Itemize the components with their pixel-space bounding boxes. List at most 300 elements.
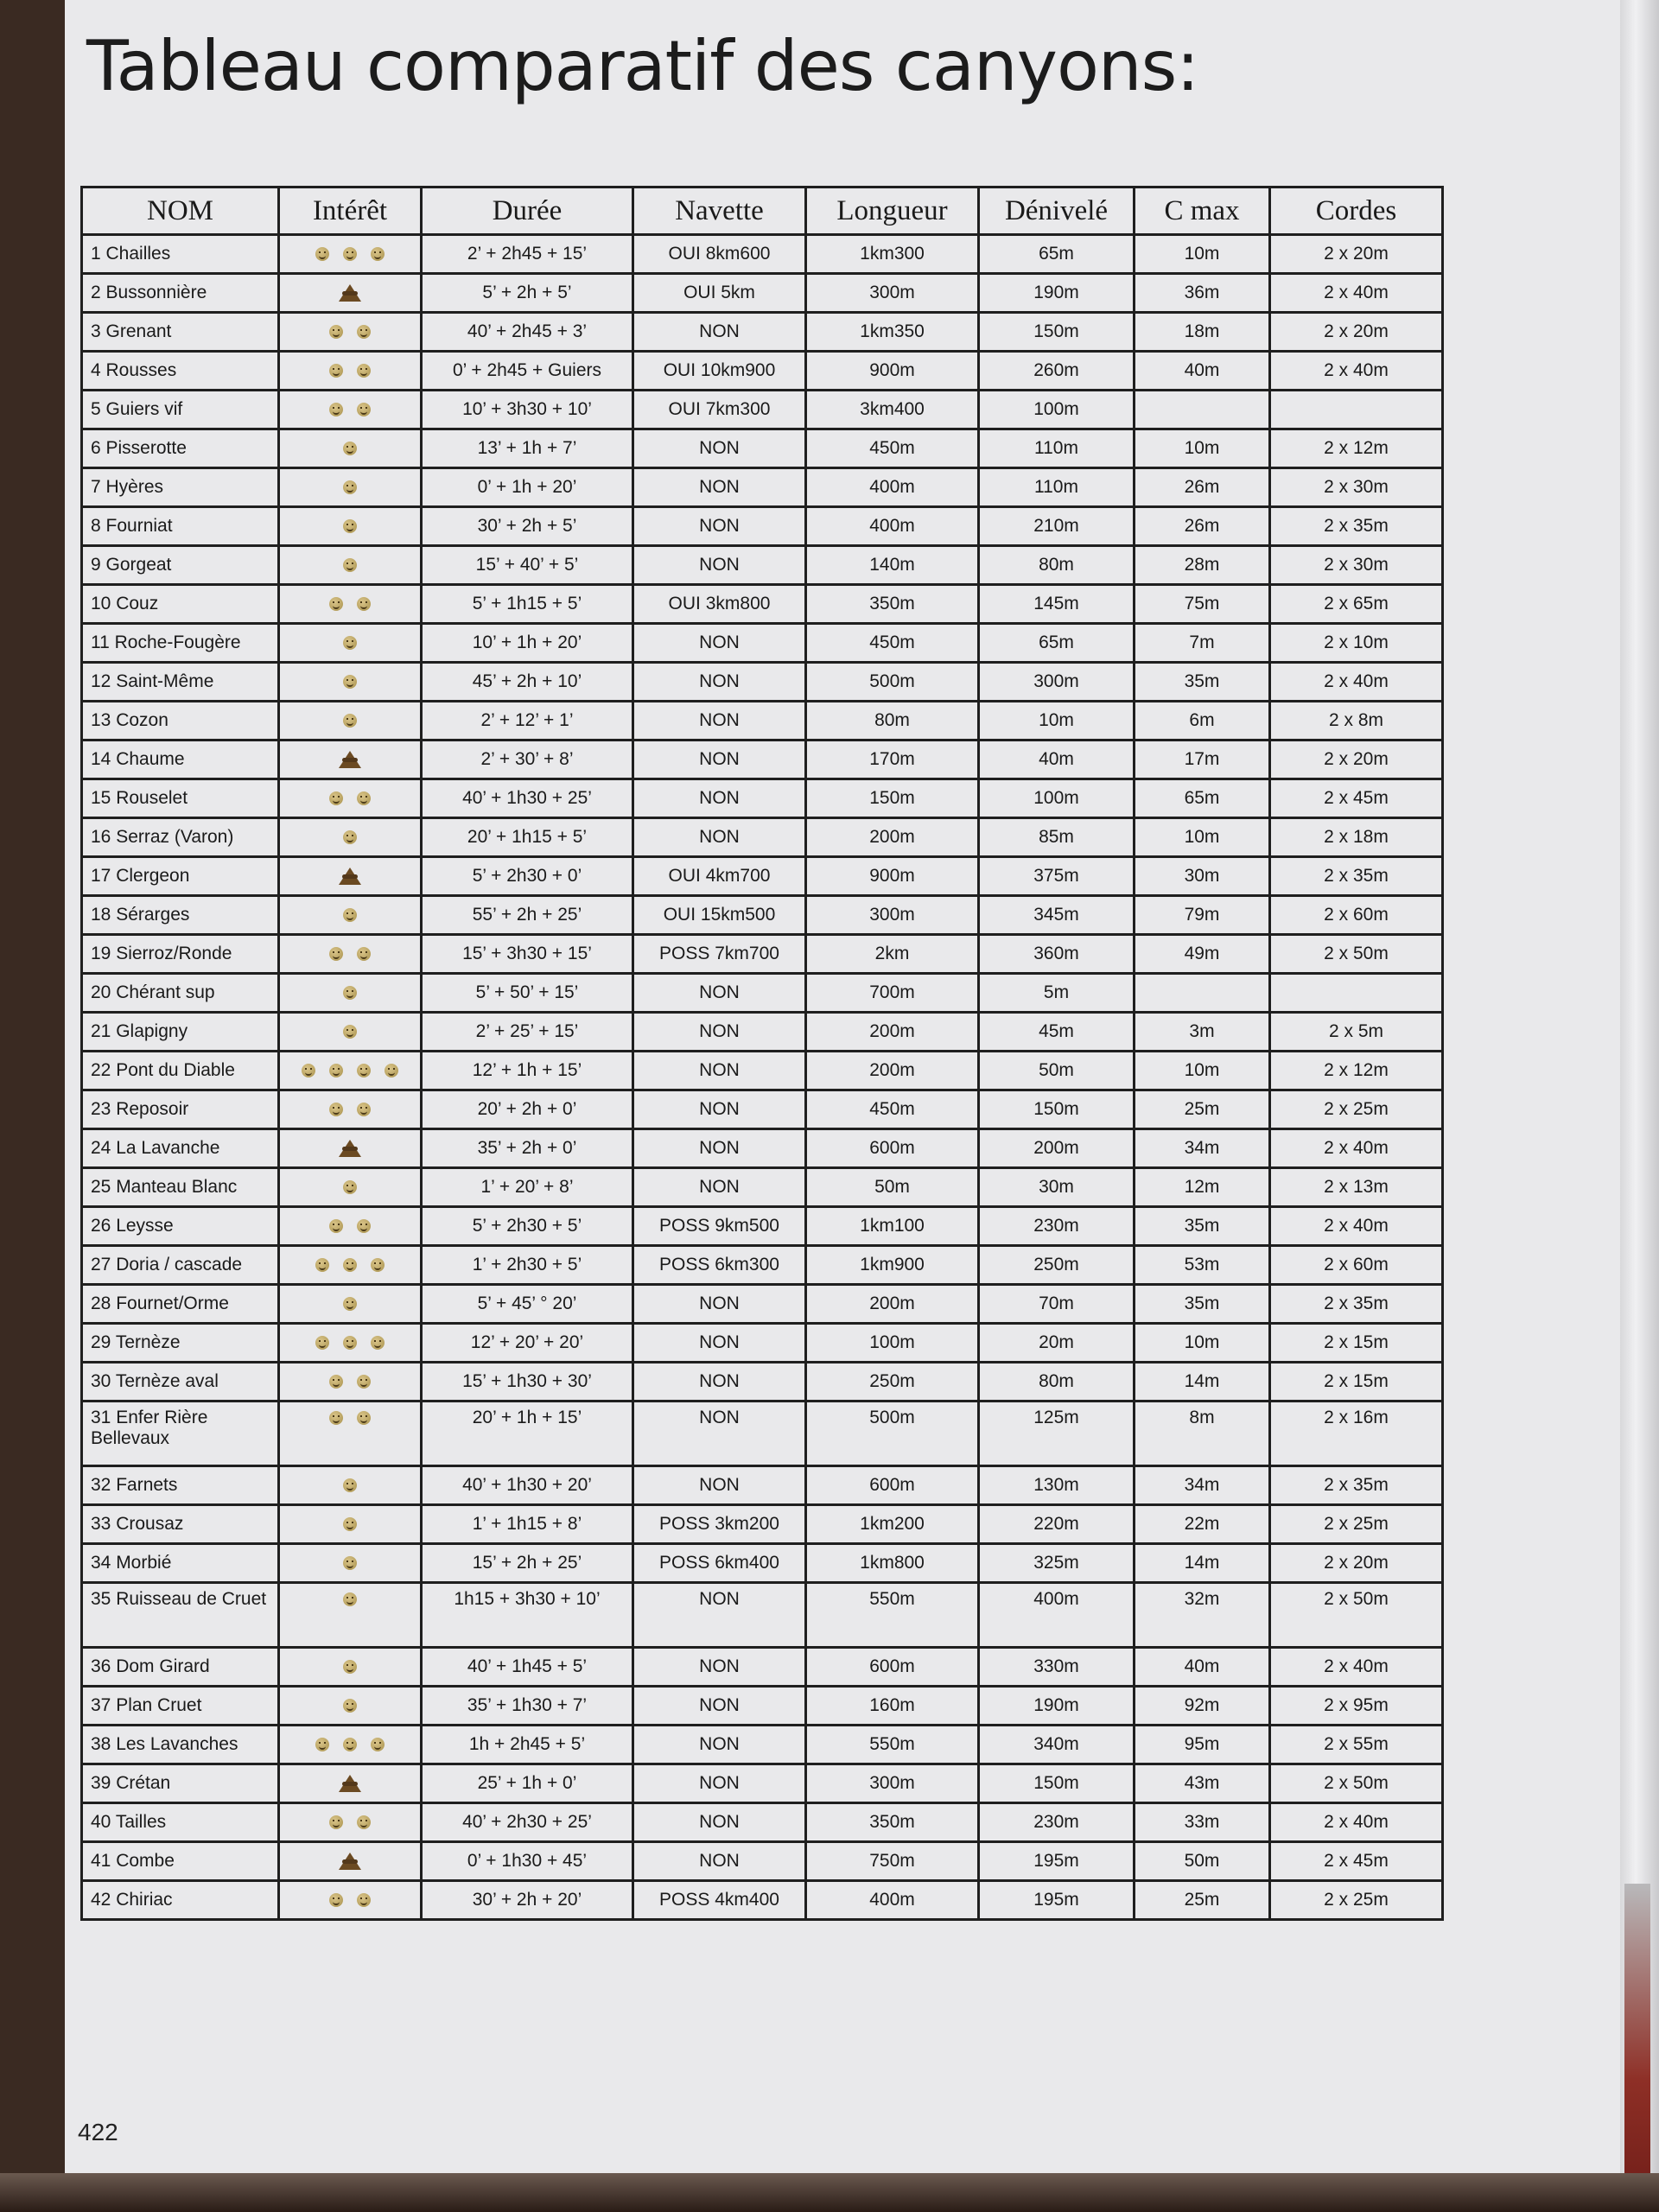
cell-cmax: 36m: [1135, 274, 1270, 313]
cell-cordes: 2 x 95m: [1270, 1687, 1443, 1726]
cell-cmax: 35m: [1135, 1207, 1270, 1246]
cell-longueur: 450m: [806, 429, 979, 468]
cell-cmax: 14m: [1135, 1363, 1270, 1402]
cell-duree: 20’ + 2h + 0’: [422, 1090, 633, 1129]
cell-cordes: 2 x 12m: [1270, 429, 1443, 468]
cell-cmax: 10m: [1135, 1324, 1270, 1363]
cell-longueur: 500m: [806, 663, 979, 702]
column-header-cordes: Cordes: [1270, 188, 1443, 235]
page-title: Tableau comparatif des canyons:: [86, 26, 1199, 106]
cell-cmax: 3m: [1135, 1013, 1270, 1052]
table-row: [82, 857, 1443, 896]
cell-cmax: [1135, 974, 1270, 1013]
cell-denivele: 345m: [979, 896, 1135, 935]
cell-cordes: 2 x 35m: [1270, 1466, 1443, 1505]
cell-navette: NON: [633, 741, 806, 779]
cell-navette: NON: [633, 1129, 806, 1168]
smiley-face-icon: [343, 908, 357, 922]
smiley-face-icon: [357, 1064, 371, 1077]
smiley-face-icon: [315, 247, 329, 261]
cell-denivele: 195m: [979, 1881, 1135, 1920]
cell-cmax: 22m: [1135, 1505, 1270, 1544]
smiley-face-icon: [343, 1180, 357, 1194]
cell-cmax: 35m: [1135, 1285, 1270, 1324]
smiley-face-icon: [357, 1375, 371, 1389]
cell-cordes: 2 x 65m: [1270, 585, 1443, 624]
cell-navette: NON: [633, 1402, 806, 1466]
cell-longueur: 400m: [806, 507, 979, 546]
cell-longueur: 550m: [806, 1726, 979, 1764]
cell-denivele: 20m: [979, 1324, 1135, 1363]
smiley-face-icon: [343, 714, 357, 728]
cell-cordes: 2 x 50m: [1270, 1583, 1443, 1648]
cell-denivele: 50m: [979, 1052, 1135, 1090]
cell-nom: 18 Sérarges: [82, 896, 279, 935]
cell-longueur: 750m: [806, 1842, 979, 1881]
table-row: [82, 235, 1443, 274]
cell-nom: 3 Grenant: [82, 313, 279, 352]
poop-icon: [339, 1140, 361, 1157]
book-bottom-edge: [0, 2173, 1659, 2212]
cell-longueur: 250m: [806, 1363, 979, 1402]
cell-cmax: 10m: [1135, 429, 1270, 468]
cell-cmax: 40m: [1135, 1648, 1270, 1687]
cell-interet: [279, 1052, 422, 1090]
cell-interet: [279, 1764, 422, 1803]
cell-duree: 1h15 + 3h30 + 10’: [422, 1583, 633, 1648]
cell-nom: 6 Pisserotte: [82, 429, 279, 468]
table-row: [82, 1803, 1443, 1842]
cell-cmax: 10m: [1135, 1052, 1270, 1090]
cell-duree: 40’ + 2h30 + 25’: [422, 1803, 633, 1842]
cell-longueur: 300m: [806, 896, 979, 935]
cell-interet: [279, 1324, 422, 1363]
cell-navette: NON: [633, 702, 806, 741]
cell-cmax: 14m: [1135, 1544, 1270, 1583]
cell-cordes: 2 x 35m: [1270, 857, 1443, 896]
cell-cordes: 2 x 40m: [1270, 274, 1443, 313]
smiley-face-icon: [343, 1297, 357, 1311]
cell-duree: 5’ + 2h + 5’: [422, 274, 633, 313]
cell-cmax: 40m: [1135, 352, 1270, 391]
cell-interet: [279, 1544, 422, 1583]
cell-cmax: 12m: [1135, 1168, 1270, 1207]
cell-denivele: 190m: [979, 1687, 1135, 1726]
cell-cordes: 2 x 45m: [1270, 779, 1443, 818]
cell-duree: 35’ + 1h30 + 7’: [422, 1687, 633, 1726]
cell-nom: 24 La Lavanche: [82, 1129, 279, 1168]
cell-navette: OUI 8km600: [633, 235, 806, 274]
table-row: [82, 1466, 1443, 1505]
table-row: [82, 585, 1443, 624]
cell-cmax: 10m: [1135, 818, 1270, 857]
cell-duree: 0’ + 1h30 + 45’: [422, 1842, 633, 1881]
smiley-face-icon: [329, 325, 343, 339]
cell-navette: NON: [633, 1285, 806, 1324]
cell-navette: NON: [633, 1764, 806, 1803]
cell-longueur: 900m: [806, 352, 979, 391]
smiley-face-icon: [343, 1738, 357, 1751]
table-row: [82, 1583, 1443, 1648]
cell-longueur: 160m: [806, 1687, 979, 1726]
cell-navette: NON: [633, 468, 806, 507]
cell-duree: 5’ + 50’ + 15’: [422, 974, 633, 1013]
cell-denivele: 85m: [979, 818, 1135, 857]
cell-cmax: [1135, 391, 1270, 429]
cell-navette: NON: [633, 624, 806, 663]
cell-cmax: 65m: [1135, 779, 1270, 818]
cell-cordes: 2 x 50m: [1270, 1764, 1443, 1803]
cell-longueur: 1km200: [806, 1505, 979, 1544]
table-row: [82, 429, 1443, 468]
smiley-face-icon: [371, 1336, 385, 1350]
table-header-row: [82, 188, 1443, 235]
cell-duree: 30’ + 2h + 20’: [422, 1881, 633, 1920]
page-edge: [1620, 0, 1659, 2212]
cell-duree: 5’ + 2h30 + 5’: [422, 1207, 633, 1246]
cell-duree: 20’ + 1h + 15’: [422, 1402, 633, 1466]
cell-cordes: 2 x 25m: [1270, 1505, 1443, 1544]
cell-duree: 5’ + 2h30 + 0’: [422, 857, 633, 896]
cell-denivele: 230m: [979, 1207, 1135, 1246]
cell-nom: 38 Les Lavanches: [82, 1726, 279, 1764]
cell-interet: [279, 935, 422, 974]
cell-interet: [279, 1402, 422, 1466]
cell-cmax: 30m: [1135, 857, 1270, 896]
cell-navette: OUI 15km500: [633, 896, 806, 935]
cell-navette: POSS 7km700: [633, 935, 806, 974]
cell-navette: POSS 6km400: [633, 1544, 806, 1583]
cell-nom: 11 Roche-Fougère: [82, 624, 279, 663]
cell-duree: 30’ + 2h + 5’: [422, 507, 633, 546]
cell-nom: 20 Chérant sup: [82, 974, 279, 1013]
cell-longueur: 700m: [806, 974, 979, 1013]
cell-denivele: 65m: [979, 624, 1135, 663]
cell-navette: NON: [633, 1842, 806, 1881]
table-row: [82, 624, 1443, 663]
cell-nom: 2 Bussonnière: [82, 274, 279, 313]
cell-nom: 25 Manteau Blanc: [82, 1168, 279, 1207]
cell-nom: 14 Chaume: [82, 741, 279, 779]
cell-duree: 0’ + 1h + 20’: [422, 468, 633, 507]
table-row: [82, 546, 1443, 585]
smiley-face-icon: [329, 791, 343, 805]
cell-denivele: 330m: [979, 1648, 1135, 1687]
cell-cmax: 6m: [1135, 702, 1270, 741]
cell-cordes: 2 x 55m: [1270, 1726, 1443, 1764]
cell-cordes: 2 x 60m: [1270, 896, 1443, 935]
cell-interet: [279, 818, 422, 857]
cell-longueur: 900m: [806, 857, 979, 896]
cell-navette: OUI 4km700: [633, 857, 806, 896]
column-header-longueur: Longueur: [806, 188, 979, 235]
cell-denivele: 300m: [979, 663, 1135, 702]
cell-denivele: 125m: [979, 1402, 1135, 1466]
cell-nom: 12 Saint-Même: [82, 663, 279, 702]
cell-interet: [279, 663, 422, 702]
cell-denivele: 400m: [979, 1583, 1135, 1648]
table-row: [82, 1648, 1443, 1687]
smiley-face-icon: [343, 1556, 357, 1570]
table-row: [82, 741, 1443, 779]
cell-denivele: 220m: [979, 1505, 1135, 1544]
cell-interet: [279, 974, 422, 1013]
table-row: [82, 1687, 1443, 1726]
cell-cordes: 2 x 30m: [1270, 468, 1443, 507]
cell-longueur: 1km350: [806, 313, 979, 352]
cell-cmax: 18m: [1135, 313, 1270, 352]
cell-nom: 7 Hyères: [82, 468, 279, 507]
cell-cmax: 34m: [1135, 1129, 1270, 1168]
cell-interet: [279, 468, 422, 507]
cell-cordes: [1270, 391, 1443, 429]
smiley-face-icon: [315, 1258, 329, 1272]
cell-denivele: 100m: [979, 391, 1135, 429]
cell-interet: [279, 313, 422, 352]
cell-nom: 16 Serraz (Varon): [82, 818, 279, 857]
cell-navette: NON: [633, 1052, 806, 1090]
cell-interet: [279, 1466, 422, 1505]
cell-duree: 5’ + 45’ ° 20’: [422, 1285, 633, 1324]
cell-interet: [279, 546, 422, 585]
cell-longueur: 400m: [806, 1881, 979, 1920]
cell-denivele: 150m: [979, 1090, 1135, 1129]
cell-duree: 15’ + 3h30 + 15’: [422, 935, 633, 974]
cell-cordes: 2 x 50m: [1270, 935, 1443, 974]
cell-nom: 31 Enfer Rière Bellevaux: [82, 1402, 279, 1466]
smiley-face-icon: [343, 675, 357, 689]
smiley-face-icon: [357, 791, 371, 805]
cell-nom: 21 Glapigny: [82, 1013, 279, 1052]
cell-cordes: 2 x 45m: [1270, 1842, 1443, 1881]
table-row: [82, 274, 1443, 313]
poop-icon: [339, 1775, 361, 1792]
smiley-face-icon: [357, 403, 371, 416]
cell-nom: 8 Fourniat: [82, 507, 279, 546]
cell-denivele: 5m: [979, 974, 1135, 1013]
column-header-duree: Durée: [422, 188, 633, 235]
cell-duree: 12’ + 20’ + 20’: [422, 1324, 633, 1363]
cell-longueur: 1km800: [806, 1544, 979, 1583]
table-row: [82, 1207, 1443, 1246]
table-row: [82, 779, 1443, 818]
cell-cordes: 2 x 35m: [1270, 507, 1443, 546]
column-header-denivele: Dénivelé: [979, 188, 1135, 235]
cell-navette: NON: [633, 1726, 806, 1764]
smiley-face-icon: [343, 1592, 357, 1606]
cell-nom: 28 Fournet/Orme: [82, 1285, 279, 1324]
cell-nom: 15 Rouselet: [82, 779, 279, 818]
cell-cmax: 49m: [1135, 935, 1270, 974]
cell-longueur: 500m: [806, 1402, 979, 1466]
cell-navette: NON: [633, 507, 806, 546]
cell-cordes: 2 x 18m: [1270, 818, 1443, 857]
cell-longueur: 600m: [806, 1648, 979, 1687]
cell-navette: OUI 10km900: [633, 352, 806, 391]
smiley-face-icon: [329, 597, 343, 611]
cell-cmax: 34m: [1135, 1466, 1270, 1505]
cell-interet: [279, 1648, 422, 1687]
cell-duree: 0’ + 2h45 + Guiers: [422, 352, 633, 391]
cell-denivele: 100m: [979, 779, 1135, 818]
cell-duree: 15’ + 1h30 + 30’: [422, 1363, 633, 1402]
cell-cordes: 2 x 10m: [1270, 624, 1443, 663]
cell-nom: 32 Farnets: [82, 1466, 279, 1505]
cell-interet: [279, 896, 422, 935]
table-body: [82, 235, 1443, 1920]
smiley-face-icon: [343, 1660, 357, 1674]
cell-denivele: 250m: [979, 1246, 1135, 1285]
cell-interet: [279, 1168, 422, 1207]
cell-cmax: 17m: [1135, 741, 1270, 779]
table-row: [82, 663, 1443, 702]
table-row: [82, 935, 1443, 974]
table-row: [82, 1324, 1443, 1363]
cell-interet: [279, 1881, 422, 1920]
cell-cordes: 2 x 40m: [1270, 663, 1443, 702]
cell-cmax: 43m: [1135, 1764, 1270, 1803]
cell-denivele: 325m: [979, 1544, 1135, 1583]
cell-longueur: 450m: [806, 1090, 979, 1129]
cell-longueur: 150m: [806, 779, 979, 818]
table-row: [82, 1764, 1443, 1803]
table-row: [82, 1090, 1443, 1129]
poop-icon: [339, 868, 361, 885]
smiley-face-icon: [357, 1103, 371, 1116]
cell-duree: 2’ + 12’ + 1’: [422, 702, 633, 741]
cell-longueur: 3km400: [806, 391, 979, 429]
cell-nom: 22 Pont du Diable: [82, 1052, 279, 1090]
smiley-face-icon: [329, 1103, 343, 1116]
smiley-face-icon: [357, 1893, 371, 1907]
cell-denivele: 65m: [979, 235, 1135, 274]
cell-navette: NON: [633, 663, 806, 702]
cell-interet: [279, 1363, 422, 1402]
cell-duree: 40’ + 1h30 + 25’: [422, 779, 633, 818]
cell-nom: 35 Ruisseau de Cruet: [82, 1583, 279, 1648]
table-row: [82, 1168, 1443, 1207]
table-row: [82, 1726, 1443, 1764]
cell-duree: 20’ + 1h15 + 5’: [422, 818, 633, 857]
cell-cmax: 10m: [1135, 235, 1270, 274]
cell-cmax: 28m: [1135, 546, 1270, 585]
smiley-face-icon: [385, 1064, 398, 1077]
cell-longueur: 200m: [806, 818, 979, 857]
cell-cordes: 2 x 60m: [1270, 1246, 1443, 1285]
smiley-face-icon: [371, 1738, 385, 1751]
cell-navette: NON: [633, 1648, 806, 1687]
cell-interet: [279, 429, 422, 468]
cell-nom: 9 Gorgeat: [82, 546, 279, 585]
cell-interet: [279, 1090, 422, 1129]
smiley-face-icon: [343, 830, 357, 844]
smiley-face-icon: [371, 1258, 385, 1272]
smiley-face-icon: [315, 1336, 329, 1350]
smiley-face-icon: [329, 364, 343, 378]
cell-denivele: 10m: [979, 702, 1135, 741]
cell-interet: [279, 585, 422, 624]
cell-duree: 1’ + 1h15 + 8’: [422, 1505, 633, 1544]
cell-nom: 13 Cozon: [82, 702, 279, 741]
cell-cordes: 2 x 20m: [1270, 235, 1443, 274]
cell-cordes: 2 x 35m: [1270, 1285, 1443, 1324]
cell-duree: 10’ + 3h30 + 10’: [422, 391, 633, 429]
cell-longueur: 140m: [806, 546, 979, 585]
smiley-face-icon: [357, 325, 371, 339]
cell-cordes: 2 x 40m: [1270, 352, 1443, 391]
cell-interet: [279, 1285, 422, 1324]
cell-longueur: 350m: [806, 1803, 979, 1842]
cell-cordes: 2 x 12m: [1270, 1052, 1443, 1090]
cell-denivele: 70m: [979, 1285, 1135, 1324]
table-row: [82, 391, 1443, 429]
cell-nom: 26 Leysse: [82, 1207, 279, 1246]
table-row: [82, 352, 1443, 391]
smiley-face-icon: [329, 1893, 343, 1907]
cell-denivele: 230m: [979, 1803, 1135, 1842]
column-header-navette: Navette: [633, 188, 806, 235]
cell-duree: 40’ + 1h45 + 5’: [422, 1648, 633, 1687]
smiley-face-icon: [329, 403, 343, 416]
cell-interet: [279, 1129, 422, 1168]
table-row: [82, 1246, 1443, 1285]
cell-denivele: 150m: [979, 1764, 1135, 1803]
smiley-face-icon: [343, 1336, 357, 1350]
cell-nom: 19 Sierroz/Ronde: [82, 935, 279, 974]
cell-nom: 29 Ternèze: [82, 1324, 279, 1363]
cell-cordes: 2 x 5m: [1270, 1013, 1443, 1052]
cell-cmax: 26m: [1135, 468, 1270, 507]
cell-interet: [279, 1246, 422, 1285]
cell-nom: 30 Ternèze aval: [82, 1363, 279, 1402]
cell-longueur: 1km300: [806, 235, 979, 274]
cell-cordes: 2 x 8m: [1270, 702, 1443, 741]
cell-interet: [279, 352, 422, 391]
cell-longueur: 200m: [806, 1052, 979, 1090]
cell-navette: NON: [633, 1324, 806, 1363]
table-row: [82, 896, 1443, 935]
cell-cordes: 2 x 20m: [1270, 313, 1443, 352]
cell-cordes: 2 x 25m: [1270, 1881, 1443, 1920]
cell-interet: [279, 1505, 422, 1544]
table-row: [82, 974, 1443, 1013]
cell-interet: [279, 1207, 422, 1246]
smiley-face-icon: [343, 1699, 357, 1713]
cell-longueur: 170m: [806, 741, 979, 779]
table-row: [82, 1052, 1443, 1090]
cell-navette: NON: [633, 313, 806, 352]
smiley-face-icon: [343, 558, 357, 572]
table-row: [82, 1285, 1443, 1324]
smiley-face-icon: [357, 1411, 371, 1425]
cell-interet: [279, 391, 422, 429]
cell-longueur: 300m: [806, 274, 979, 313]
cell-cordes: 2 x 20m: [1270, 1544, 1443, 1583]
smiley-face-icon: [343, 480, 357, 494]
cell-navette: NON: [633, 1803, 806, 1842]
cell-duree: 10’ + 1h + 20’: [422, 624, 633, 663]
cell-cordes: 2 x 15m: [1270, 1324, 1443, 1363]
cell-duree: 1h + 2h45 + 5’: [422, 1726, 633, 1764]
cell-denivele: 30m: [979, 1168, 1135, 1207]
cell-cmax: 35m: [1135, 663, 1270, 702]
cell-nom: 37 Plan Cruet: [82, 1687, 279, 1726]
cell-longueur: 450m: [806, 624, 979, 663]
cell-nom: 39 Crétan: [82, 1764, 279, 1803]
cell-denivele: 40m: [979, 741, 1135, 779]
table-row: [82, 1505, 1443, 1544]
canyon-comparison-table: [80, 186, 1444, 1921]
